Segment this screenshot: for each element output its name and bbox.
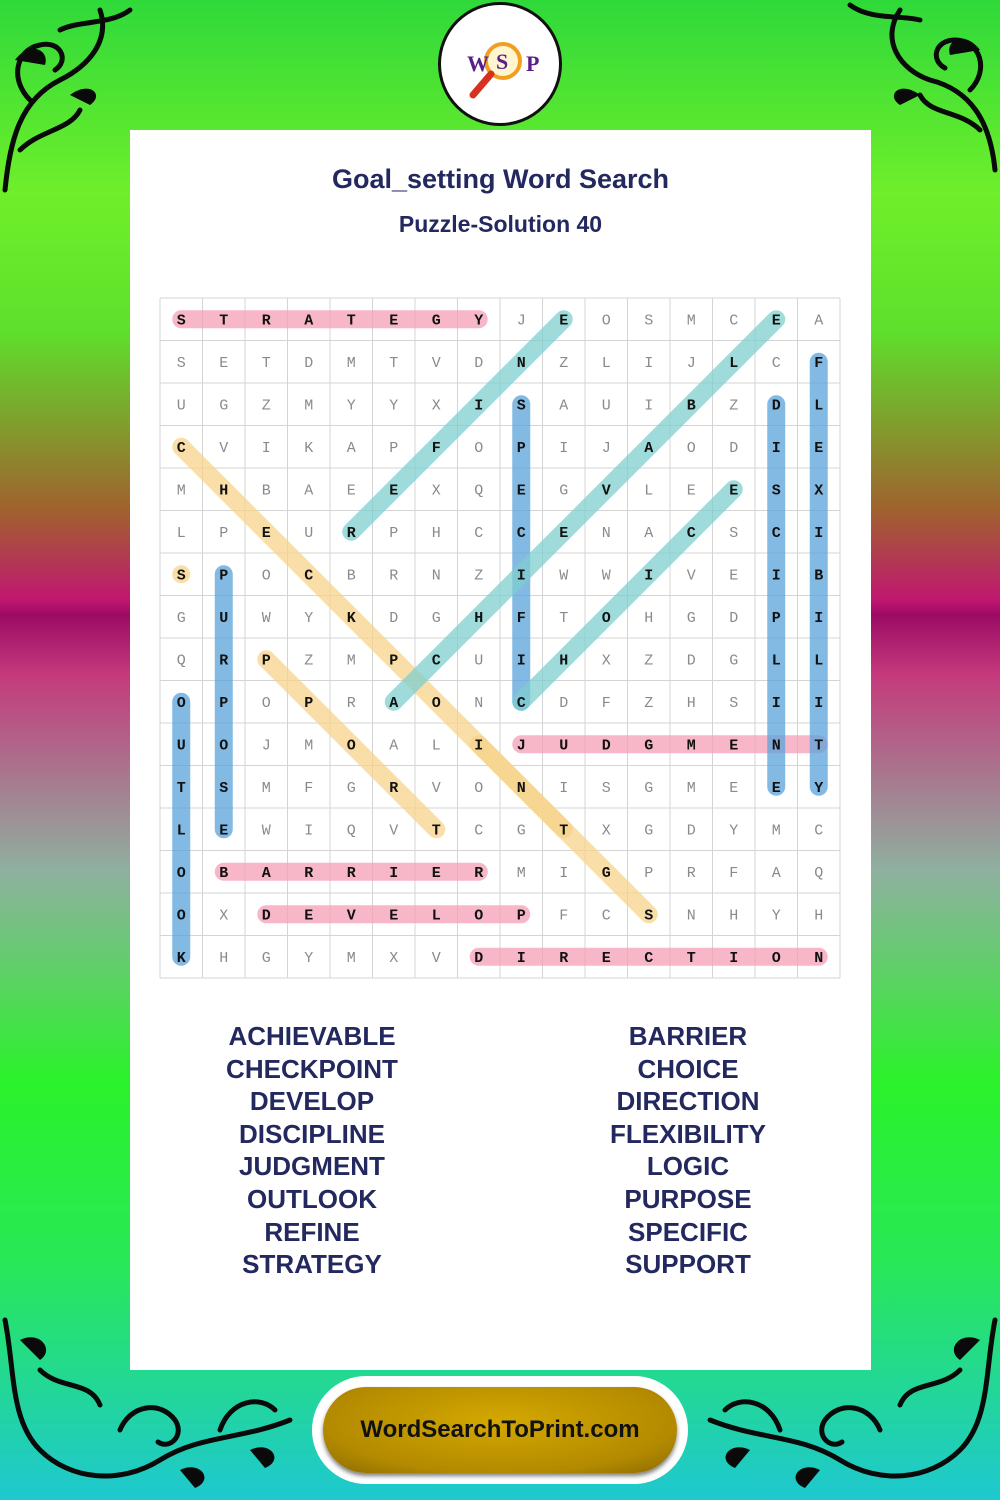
grid-cell-letter[interactable]: M [346,354,356,372]
grid-cell-letter[interactable]: Y [474,312,484,330]
grid-cell-letter[interactable]: H [219,949,229,967]
grid-cell-letter[interactable]: S [516,397,526,415]
grid-cell-letter[interactable]: V [431,949,441,967]
grid-cell-letter[interactable]: T [814,737,824,755]
grid-cell-letter[interactable]: Q [346,822,356,840]
grid-cell-letter[interactable]: C [686,524,696,542]
grid-cell-letter[interactable]: H [431,524,441,542]
grid-cell-letter[interactable]: D [729,609,739,627]
grid-cell-letter[interactable]: Z [729,397,739,415]
grid-cell-letter[interactable]: T [176,779,186,797]
grid-cell-letter[interactable]: G [431,609,441,627]
grid-cell-letter[interactable]: E [771,779,781,797]
grid-cell-letter[interactable]: I [516,567,526,585]
grid-cell-letter[interactable]: I [474,737,484,755]
grid-cell-letter[interactable]: R [261,312,271,330]
grid-cell-letter[interactable]: E [601,949,611,967]
grid-cell-letter[interactable]: L [601,354,611,372]
grid-cell-letter[interactable]: R [474,864,484,882]
grid-cell-letter[interactable]: H [686,694,696,712]
grid-cell-letter[interactable]: L [771,652,781,670]
logo-letter-p: P [526,51,540,76]
grid-cell-letter[interactable]: Z [559,354,569,372]
grid-cell-letter[interactable]: D [686,652,696,670]
grid-cell-letter[interactable]: Y [389,397,399,415]
grid-cell-letter[interactable]: I [516,949,526,967]
grid-cell-letter[interactable]: B [346,567,356,585]
grid-cell-letter[interactable]: B [219,864,229,882]
grid-cell-letter[interactable]: L [176,524,186,542]
grid-cell-letter[interactable]: D [601,737,611,755]
grid-cell-letter[interactable]: S [729,694,739,712]
grid-cell-letter[interactable]: M [771,822,781,840]
word-list-item: CHECKPOINT [226,1053,398,1084]
grid-cell-letter[interactable]: I [771,439,781,457]
grid-cell-letter[interactable]: B [686,397,696,415]
grid-cell-letter[interactable]: Y [771,907,781,925]
grid-cell-letter[interactable]: I [814,524,824,542]
grid-cell-letter[interactable]: E [304,907,314,925]
grid-cell-letter[interactable]: N [431,567,441,585]
grid-cell-letter[interactable]: P [219,524,229,542]
grid-cell-letter[interactable]: G [559,482,569,500]
grid-cell-letter[interactable]: D [474,949,484,967]
grid-cell-letter[interactable]: S [176,567,186,585]
grid-cell-letter[interactable]: O [176,694,186,712]
grid-cell-letter[interactable]: S [176,312,186,330]
grid-cell-letter[interactable]: N [516,354,526,372]
grid-cell-letter[interactable]: Q [176,652,186,670]
website-link-button[interactable]: WordSearchToPrint.com [323,1387,677,1473]
grid-cell-letter[interactable]: I [261,439,271,457]
grid-cell-letter[interactable]: J [686,354,696,372]
grid-cell-letter[interactable]: J [516,312,526,330]
grid-cell-letter[interactable]: L [431,737,441,755]
grid-cell-letter[interactable]: U [559,737,569,755]
grid-cell-letter[interactable]: S [601,779,611,797]
grid-cell-letter[interactable]: O [771,949,781,967]
grid-cell-letter[interactable]: Y [304,609,314,627]
grid-cell-letter[interactable]: N [601,524,611,542]
grid-cell-letter[interactable]: Z [474,567,484,585]
grid-cell-letter[interactable]: D [389,609,399,627]
grid-cell-letter[interactable]: C [176,439,186,457]
grid-cell-letter[interactable]: P [261,652,271,670]
grid-cell-letter[interactable]: G [346,779,356,797]
grid-cell-letter[interactable]: L [814,652,824,670]
grid-cell-letter[interactable]: D [474,354,484,372]
grid-cell-letter[interactable]: X [601,652,611,670]
grid-cell-letter[interactable]: V [431,354,441,372]
grid-cell-letter[interactable]: N [771,737,781,755]
grid-cell-letter[interactable]: T [686,949,696,967]
grid-cell-letter[interactable]: S [644,312,654,330]
grid-cell-letter[interactable]: A [814,312,824,330]
grid-cell-letter[interactable]: P [219,567,229,585]
grid-cell-letter[interactable]: T [559,609,569,627]
grid-cell-letter[interactable]: I [304,822,314,840]
grid-cell-letter[interactable]: R [219,652,229,670]
grid-cell-letter[interactable]: A [261,864,271,882]
grid-cell-letter[interactable]: C [304,567,314,585]
grid-cell-letter[interactable]: O [601,312,611,330]
grid-cell-letter[interactable]: O [601,609,611,627]
grid-cell-letter[interactable]: X [431,397,441,415]
word-list-item: OUTLOOK [247,1183,377,1214]
grid-cell-letter[interactable]: O [261,567,271,585]
grid-cell-letter[interactable]: M [176,482,186,500]
grid-cell-letter[interactable]: V [346,907,356,925]
grid-cell-letter[interactable]: Y [814,779,824,797]
grid-cell-letter[interactable]: S [219,779,229,797]
grid-cell-letter[interactable]: V [686,567,696,585]
grid-cell-letter[interactable]: F [559,907,569,925]
grid-cell-letter[interactable]: T [261,354,271,372]
grid-cell-letter[interactable]: P [389,652,399,670]
grid-cell-letter[interactable]: O [219,737,229,755]
grid-cell-letter[interactable]: N [474,694,484,712]
word-list-item: SPECIFIC [628,1216,748,1247]
grid-cell-letter[interactable]: A [389,737,399,755]
grid-cell-letter[interactable]: R [346,524,356,542]
grid-cell-letter[interactable]: I [644,397,654,415]
grid-cell-letter[interactable]: J [601,439,611,457]
grid-cell-letter[interactable]: H [559,652,569,670]
grid-cell-letter[interactable]: U [304,524,314,542]
grid-cell-letter[interactable]: H [219,482,229,500]
grid-cell-letter[interactable]: F [516,609,526,627]
grid-cell-letter[interactable]: L [176,822,186,840]
grid-cell-letter[interactable]: C [771,354,781,372]
grid-cell-letter[interactable]: C [601,907,611,925]
grid-cell-letter[interactable]: P [644,864,654,882]
word-list-item: CHOICE [637,1053,739,1084]
logo-letter-s: S [496,49,509,74]
grid-cell-letter[interactable]: F [601,694,611,712]
grid-cell-letter[interactable]: O [176,907,186,925]
grid-cell-letter[interactable]: X [431,482,441,500]
grid-cell-letter[interactable]: S [176,354,186,372]
grid-cell-letter[interactable]: H [644,609,654,627]
grid-cell-letter[interactable]: M [516,864,526,882]
word-list-item: DIRECTION [616,1086,760,1117]
grid-cell-letter[interactable]: A [644,439,654,457]
grid-cell-letter[interactable]: V [431,779,441,797]
grid-cell-letter[interactable]: I [771,567,781,585]
grid-cell-letter[interactable]: D [304,354,314,372]
word-list-item: LOGIC [646,1151,730,1182]
grid-cell-letter[interactable]: R [304,864,314,882]
grid-cell-letter[interactable]: M [686,312,696,330]
grid-cell-letter[interactable]: L [644,482,654,500]
grid-cell-letter[interactable]: D [686,822,696,840]
grid-cell-letter[interactable]: O [474,779,484,797]
grid-cell-letter[interactable]: P [516,907,526,925]
grid-cell-letter[interactable]: X [814,482,824,500]
grid-cell-letter[interactable]: W [601,567,611,585]
grid-cell-letter[interactable]: O [176,864,186,882]
grid-cell-letter[interactable]: U [601,397,611,415]
grid-cell-letter[interactable]: O [686,439,696,457]
grid-cell-letter[interactable]: G [686,609,696,627]
grid-cell-letter[interactable]: R [389,779,399,797]
word-list-item: JUDGMENT [239,1151,385,1182]
grid-cell-letter[interactable]: T [346,312,356,330]
grid-cell-letter[interactable]: C [771,524,781,542]
grid-cell-letter[interactable]: I [814,694,824,712]
grid-cell-letter[interactable]: I [516,652,526,670]
grid-cell-letter[interactable]: E [559,312,569,330]
grid-cell-letter[interactable]: D [261,907,271,925]
logo-letter-w: W [467,51,489,76]
grid-cell-letter[interactable]: W [261,822,271,840]
grid-cell-letter[interactable]: E [814,439,824,457]
grid-cell-letter[interactable]: E [389,312,399,330]
grid-cell-letter[interactable]: H [729,907,739,925]
grid-cell-letter[interactable]: M [346,652,356,670]
grid-cell-letter[interactable]: G [644,737,654,755]
grid-cell-letter[interactable]: O [346,737,356,755]
grid-cell-letter[interactable]: I [559,864,569,882]
page-title: Goal_setting Word Search [331,164,670,194]
grid-cell-letter[interactable]: C [474,822,484,840]
grid-cell-letter[interactable]: I [771,694,781,712]
grid-cell-letter[interactable]: C [729,312,739,330]
grid-cell-letter[interactable]: P [389,439,399,457]
grid-cell-letter[interactable]: F [304,779,314,797]
grid-cell-letter[interactable]: L [431,907,441,925]
grid-cell-letter[interactable]: E [729,737,739,755]
grid-cell-letter[interactable]: K [304,439,314,457]
word-list-item: FLEXIBILITY [610,1118,766,1149]
grid-cell-letter[interactable]: C [516,524,526,542]
grid-cell-letter[interactable]: S [771,482,781,500]
grid-cell-letter[interactable]: I [389,864,399,882]
grid-cell-letter[interactable]: X [601,822,611,840]
grid-cell-letter[interactable]: O [261,694,271,712]
grid-cell-letter[interactable]: E [219,822,229,840]
grid-cell-letter[interactable]: I [474,397,484,415]
grid-cell-letter[interactable]: Z [644,652,654,670]
grid-cell-letter[interactable]: E [516,482,526,500]
grid-cell-letter[interactable]: O [474,907,484,925]
grid-cell-letter[interactable]: Q [474,482,484,500]
grid-cell-letter[interactable]: Z [261,397,271,415]
word-list-item: REFINE [264,1216,360,1247]
grid-cell-letter[interactable]: T [431,822,441,840]
grid-cell-letter[interactable]: G [644,822,654,840]
grid-cell-letter[interactable]: N [516,779,526,797]
grid-cell-letter[interactable]: P [304,694,314,712]
grid-cell-letter[interactable]: D [559,694,569,712]
word-list-item: BARRIER [628,1021,748,1051]
grid-cell-letter[interactable]: F [814,354,824,372]
grid-cell-letter[interactable]: P [771,609,781,627]
grid-cell-letter[interactable]: K [176,949,186,967]
grid-cell-letter[interactable]: E [219,354,229,372]
grid-cell-letter[interactable]: A [559,397,569,415]
grid-cell-letter[interactable]: E [729,482,739,500]
grid-cell-letter[interactable]: R [346,694,356,712]
grid-cell-letter[interactable]: T [559,822,569,840]
grid-cell-letter[interactable]: I [559,779,569,797]
grid-cell-letter[interactable]: T [389,354,399,372]
word-list-right [538,1020,838,1281]
grid-cell-letter[interactable]: I [729,949,739,967]
grid-cell-letter[interactable]: L [814,397,824,415]
grid-cell-letter[interactable]: G [219,397,229,415]
grid-cell-letter[interactable]: E [686,482,696,500]
grid-cell-letter[interactable]: M [261,779,271,797]
grid-cell-letter[interactable]: M [304,397,314,415]
grid-cell-letter[interactable]: B [814,567,824,585]
grid-cell-letter[interactable]: E [389,482,399,500]
grid-cell-letter[interactable]: V [219,439,229,457]
grid-cell-letter[interactable]: O [474,439,484,457]
grid-cell-letter[interactable]: I [644,567,654,585]
grid-cell-letter[interactable]: P [389,524,399,542]
grid-cell-letter[interactable]: I [814,609,824,627]
grid-cell-letter[interactable]: K [346,609,356,627]
grid-cell-letter[interactable]: U [474,652,484,670]
grid-cell-letter[interactable]: E [771,312,781,330]
grid-cell-letter[interactable]: P [219,694,229,712]
grid-cell-letter[interactable]: F [729,864,739,882]
grid-cell-letter[interactable]: E [346,482,356,500]
grid-cell-letter[interactable]: G [176,609,186,627]
grid-cell-letter[interactable]: X [219,907,229,925]
grid-cell-letter[interactable]: M [686,737,696,755]
grid-cell-letter[interactable]: C [431,652,441,670]
grid-cell-letter[interactable]: H [474,609,484,627]
grid-cell-letter[interactable]: U [176,737,186,755]
grid-cell-letter[interactable]: N [814,949,824,967]
word-list-item: SUPPORT [625,1249,751,1280]
grid-cell-letter[interactable]: E [261,524,271,542]
grid-cell-letter[interactable]: U [176,397,186,415]
word-list-item: STRATEGY [242,1249,382,1280]
grid-cell-letter[interactable]: R [346,864,356,882]
grid-cell-letter[interactable]: M [686,779,696,797]
grid-cell-letter[interactable]: O [431,694,441,712]
grid-cell-letter[interactable]: C [644,949,654,967]
grid-cell-letter[interactable]: Y [346,397,356,415]
grid-cell-letter[interactable]: R [686,864,696,882]
grid-cell-letter[interactable]: T [219,312,229,330]
grid-cell-letter[interactable]: X [389,949,399,967]
grid-cell-letter[interactable]: M [346,949,356,967]
grid-cell-letter[interactable]: A [644,524,654,542]
grid-cell-letter[interactable]: G [261,949,271,967]
grid-cell-letter[interactable]: S [644,907,654,925]
grid-cell-letter[interactable]: E [559,524,569,542]
grid-cell-letter[interactable]: E [389,907,399,925]
grid-cell-letter[interactable]: G [729,652,739,670]
grid-cell-letter[interactable]: W [559,567,569,585]
grid-cell-letter[interactable]: J [261,737,271,755]
grid-cell-letter[interactable]: A [389,694,399,712]
grid-cell-letter[interactable]: A [304,482,314,500]
grid-cell-letter[interactable]: R [389,567,399,585]
grid-cell-letter[interactable]: C [474,524,484,542]
grid-cell-letter[interactable]: E [729,567,739,585]
grid-cell-letter[interactable]: G [431,312,441,330]
grid-cell-letter[interactable]: D [771,397,781,415]
grid-cell-letter[interactable]: Q [814,864,824,882]
grid-cell-letter[interactable]: A [346,439,356,457]
grid-cell-letter[interactable]: S [729,524,739,542]
grid-cell-letter[interactable]: I [644,354,654,372]
grid-cell-letter[interactable]: P [516,439,526,457]
grid-cell-letter[interactable]: C [516,694,526,712]
grid-cell-letter[interactable]: N [686,907,696,925]
grid-cell-letter[interactable]: E [431,864,441,882]
word-list-left [162,1020,462,1281]
grid-cell-letter[interactable]: Y [304,949,314,967]
grid-cell-letter[interactable]: J [516,737,526,755]
grid-cell-letter[interactable]: V [389,822,399,840]
grid-cell-letter[interactable]: U [219,609,229,627]
grid-cell-letter[interactable]: G [601,864,611,882]
grid-cell-letter[interactable]: Z [644,694,654,712]
word-list-item: PURPOSE [624,1183,752,1214]
grid-cell-letter[interactable]: W [261,609,271,627]
grid-cell-letter[interactable]: Y [729,822,739,840]
grid-cell-letter[interactable]: F [431,439,441,457]
grid-cell-letter[interactable]: G [516,822,526,840]
grid-cell-letter[interactable]: M [304,737,314,755]
grid-cell-letter[interactable]: C [814,822,824,840]
grid-cell-letter[interactable]: B [261,482,271,500]
grid-cell-letter[interactable]: H [814,907,824,925]
word-list-item: DISCIPLINE [239,1118,385,1149]
grid-cell-letter[interactable]: L [729,354,739,372]
grid-cell-letter[interactable]: Z [304,652,314,670]
grid-cell-letter[interactable]: A [771,864,781,882]
grid-cell-letter[interactable]: A [304,312,314,330]
word-list-item: ACHIEVABLE [228,1021,396,1051]
grid-cell-letter[interactable]: V [601,482,611,500]
grid-cell-letter[interactable]: R [559,949,569,967]
grid-cell-letter[interactable]: I [559,439,569,457]
grid-cell-letter[interactable]: E [729,779,739,797]
grid-cell-letter[interactable]: G [644,779,654,797]
page-subtitle: Puzzle-Solution 40 [398,211,603,237]
word-list-item: DEVELOP [249,1086,375,1117]
grid-cell-letter[interactable]: D [729,439,739,457]
